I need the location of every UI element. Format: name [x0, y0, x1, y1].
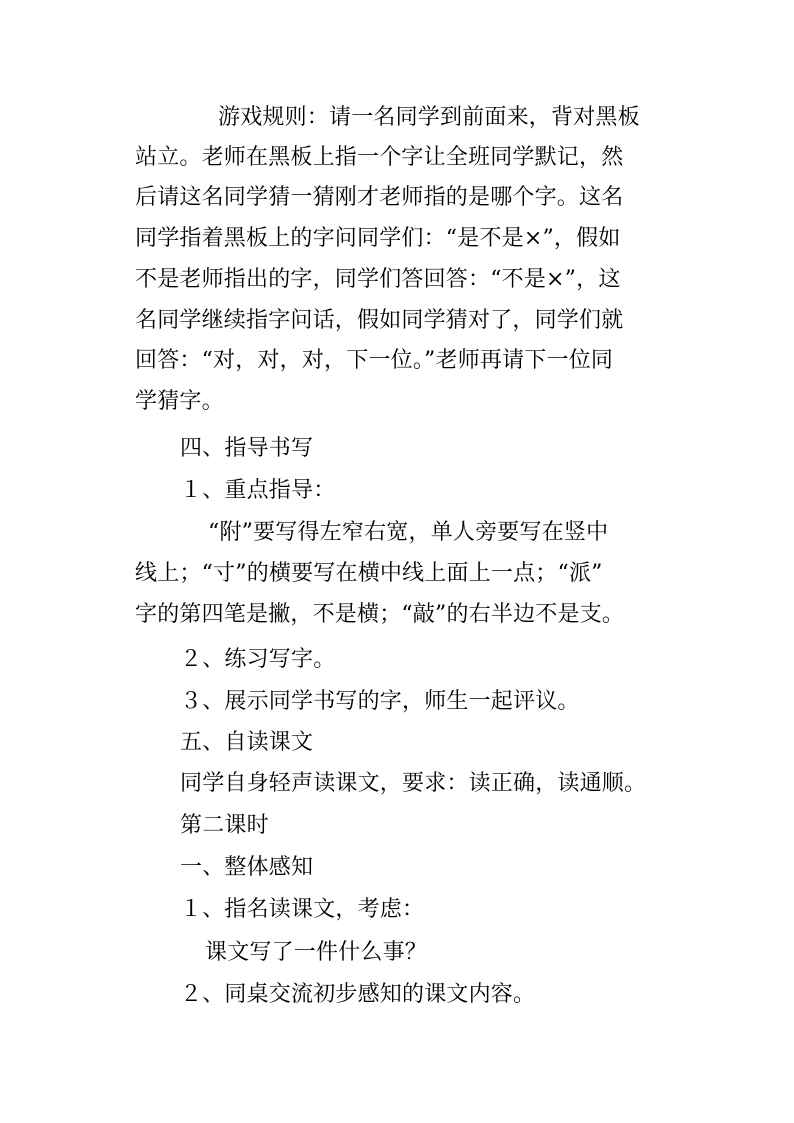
- text-line-3: 后请这名同学猜一猜刚才老师指的是哪个字。这名: [135, 185, 624, 210]
- list-item-show-writing: ３、展示同学书写的字，师生一起评议。: [180, 689, 580, 714]
- list-item-read-text: １、指名读课文，考虑：: [180, 897, 425, 922]
- text-line-11: “附”要写得左窄右宽，单人旁要写在竖中: [208, 520, 609, 545]
- heading-second-lesson: 第二课时: [180, 813, 269, 838]
- list-item-desk-mate-exchange: ２、同桌交流初步感知的课文内容。: [180, 982, 536, 1007]
- text-line-6: 名同学继续指字问话，假如同学猜对了，同学们就: [135, 308, 624, 333]
- heading-self-reading: 五、自读课文: [180, 730, 314, 755]
- text-line-1: 游戏规则：请一名同学到前面来，背对黑板: [218, 105, 640, 130]
- text-line-8: 学猜字。: [135, 389, 224, 414]
- text-line-17: 同学自身轻声读课文，要求：读正确，读通顺。: [180, 771, 647, 796]
- list-item-key-guidance: １、重点指导：: [180, 478, 336, 503]
- heading-overall-perception: 一、整体感知: [180, 855, 314, 880]
- question-line: 课文写了一件什么事？: [205, 940, 428, 965]
- text-line-2: 站立。老师在黑板上指一个字让全班同学默记，然: [135, 145, 624, 170]
- text-line-13: 字的第四笔是撇，不是横；“敲”的右半边不是支。: [135, 602, 625, 627]
- text-line-4: 同学指着黑板上的字问同学们：“是不是×”，假如: [135, 226, 621, 251]
- list-item-practice-writing: ２、练习写字。: [180, 647, 336, 672]
- text-line-12: 线上；“寸”的横要写在横中线上面上一点；“派”: [135, 561, 603, 586]
- heading-guided-writing: 四、指导书写: [180, 436, 314, 461]
- text-line-5: 不是老师指出的字，同学们答回答：“不是×”，这: [135, 267, 621, 292]
- text-line-7: 回答：“对，对，对，下一位。”老师再请下一位同: [135, 348, 614, 373]
